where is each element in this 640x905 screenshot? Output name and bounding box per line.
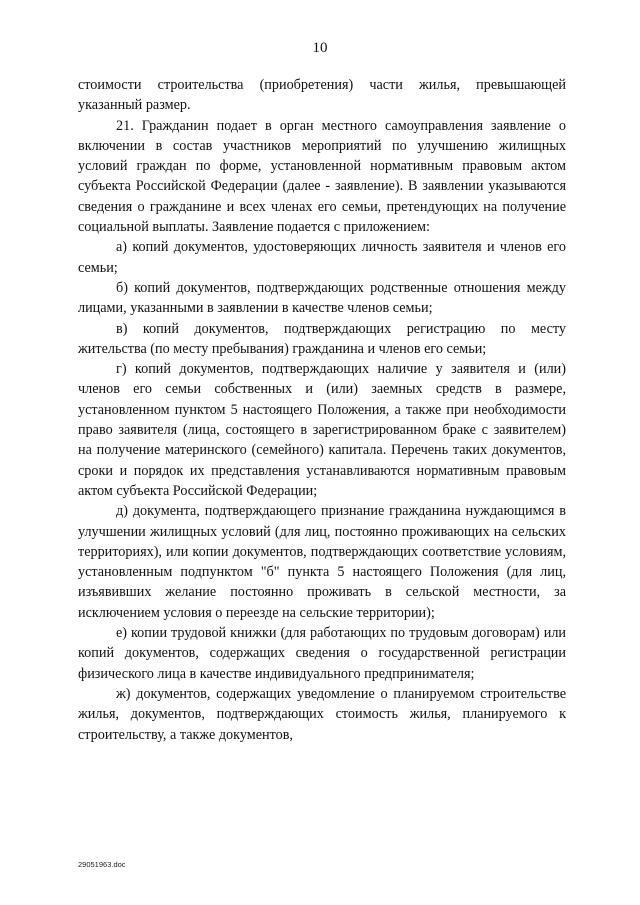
document-body <box>78 75 566 745</box>
paragraph: б) копий документов, подтверждающих родственные отношения между лицами, указанными в заявлении в качестве членов семьи; <box>78 279 566 317</box>
page-number: 10 <box>312 40 328 56</box>
paragraph: д) документа, подтверждающего признание гражданина нуждающимся в улучшении жилищных условий (для лиц, постоянно проживающих на сельских территориях), или копии документов, подтверждающих соответствие условиям, установленным подпунктом "б" пункта 5 настоящего Положения (для лиц, изъявивших желание постоянно проживать в сельской местности, за исключением условия о переезде на сельские территории); <box>78 503 566 621</box>
paragraph: в) копий документов, подтверждающих регистрацию по месту жительства (по месту пребывания) гражданина и членов его семьи; <box>78 320 566 357</box>
paragraph: стоимости строительства (приобретения) части жилья, превышающей указанный размер. <box>78 77 566 114</box>
paragraph: 21. Гражданин подает в орган местного самоуправления заявление о включении в состав участников мероприятий по улучшению жилищных условий граждан по форме, установленной нормативным правовым актом субъекта Российской Федерации (далее - заявление). В заявлении указываются сведения о гражданине и всех членах его семьи, претендующих на получение социальной выплаты. Заявление подается с приложением: <box>78 117 566 236</box>
footer-filename: 29051963.doc <box>78 860 126 869</box>
paragraph: г) копий документов, подтверждающих наличие у заявителя и (или) членов его семьи собственных и (или) заемных средств в размере, установленном пунктом 5 настоящего Положения, а также при необходимости право заявителя (лица, состоящего в зарегистрированном браке с заявителем) на получение материнского (семейного) капитала. Перечень таких документов, сроки и порядок их представления устанавливаются нормативным правовым актом субъекта Российской Федерации; <box>78 361 566 499</box>
paragraph: ж) документов, содержащих уведомление о планируемом строительстве жилья, документов, подтверждающих стоимость жилья, планируемого к строительству, а также документов, <box>78 685 566 743</box>
paragraph: е) копии трудовой книжки (для работающих по трудовым договорам) или копий документов, содержащих сведения о государственной регистрации физического лица в качестве индивидуального предпринимателя; <box>78 625 566 682</box>
paragraph: а) копий документов, удостоверяющих личность заявителя и членов его семьи; <box>78 239 566 276</box>
